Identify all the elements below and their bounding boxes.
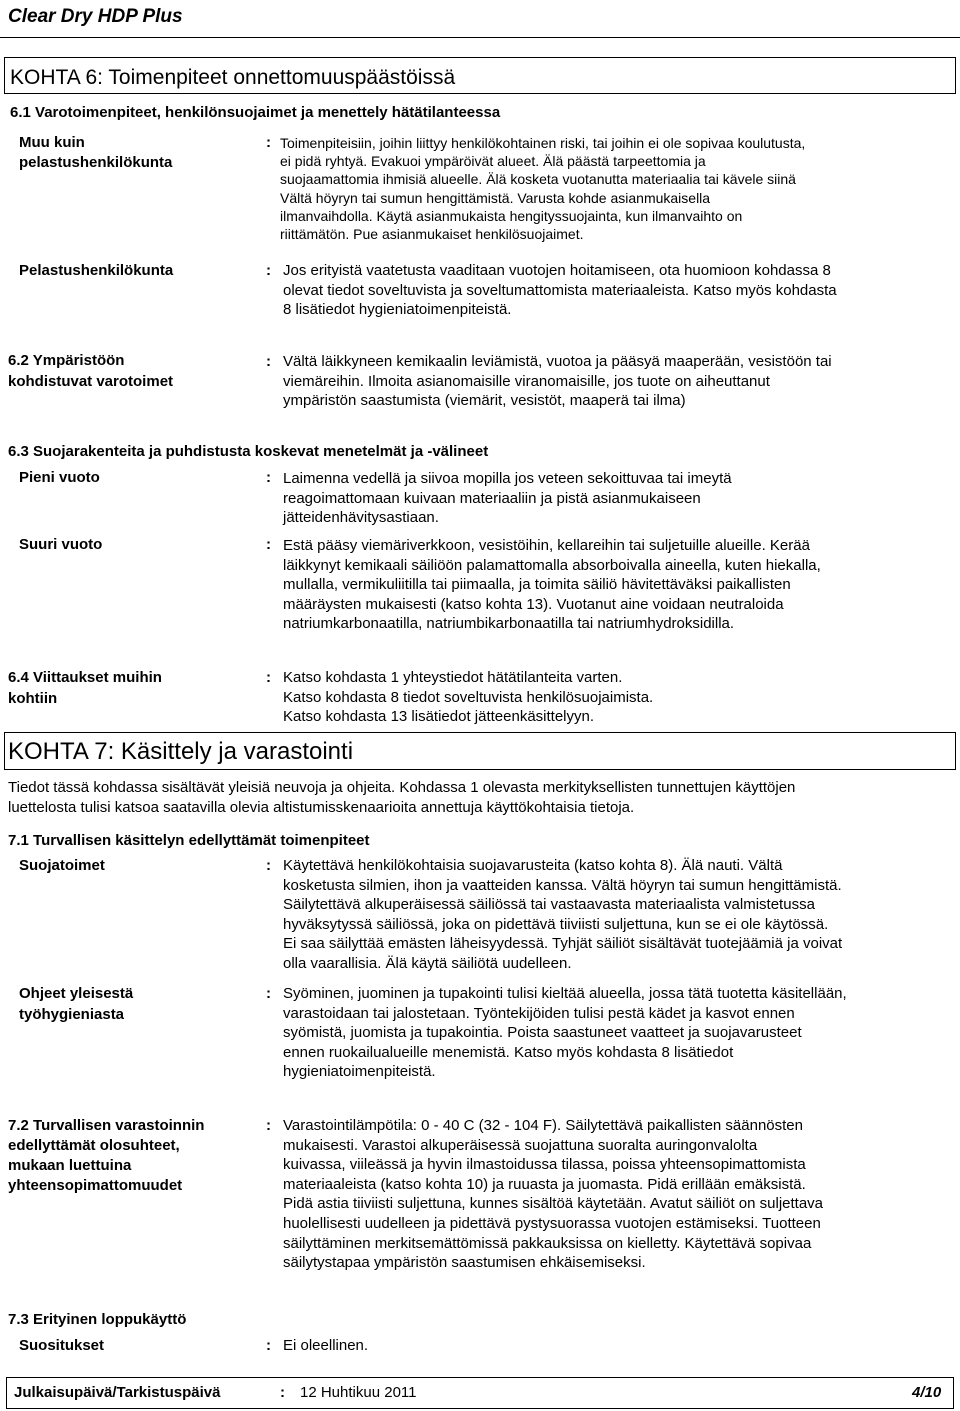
s72-line: säilyttäminen merkitsemättömissä pakkauksissa on kielletty. Käytettävä sopivaa (283, 1234, 812, 1252)
ohjeet-line: hygieniatoimenpiteistä. (283, 1063, 436, 1081)
s72-line: Varastointilämpötila: 0 - 40 C (32 - 104 F). Säilytettävä paikallisten säännösten (283, 1117, 803, 1134)
s72-line: materiaaleista (katso kohta 10) ja ruuasta ja juomasta. Pidä erillään emäksistä. (283, 1175, 806, 1193)
footer-page-number: 4/10 (912, 1384, 942, 1401)
s64-line: Katso kohdasta 8 tiedot soveltuvista henkilösuojaimista. (283, 688, 654, 706)
subsection-7-3-title: 7.3 Erityinen loppukäyttö (8, 1311, 187, 1328)
s72-line: mukaisesti. Varastoi alkuperäisessä suojattuna suoralta auringonvalolta (283, 1136, 758, 1154)
muu-line: ei pidä ryhtyä. Evakuoi ympäröivät alueet. Älä päästä tarpeettomia ja (280, 153, 706, 170)
section6-title: KOHTA 6: Toimenpiteet onnettomuuspäästöissä (10, 66, 456, 89)
suositukset-label: Suositukset (19, 1337, 105, 1354)
suuri-line: mullalla, vermikuliitilla tai piimaalla, ja toimita säiliö hävitettäväksi paikallisten (283, 576, 791, 594)
pelastus-line: olevat tiedot soveltuvista ja soveltumattomista materiaaleista. Katso myös kohdasta (283, 281, 837, 299)
s62-line: Vältä läikkyneen kemikaalin leviämistä, vuotoa ja pääsyä maaperään, vesistöön tai (283, 353, 832, 370)
pieni-line: reagoimattomaan kuivaan materiaaliin ja pistä asianmukaiseen (283, 489, 701, 507)
muu-kuin-label: Muu kuin (19, 134, 85, 151)
muu-colon: : (266, 134, 271, 151)
suoja-line: hyväksytyssä säiliössä, joka on pidettävä tiiviisti suljettuna, kun se ei ole käytössä. (283, 915, 829, 933)
s72-line: kuivassa, viileässä ja hyvin ilmastoidussa tilassa, poissa yhteensopimattomista (283, 1156, 806, 1174)
s62-text-block (283, 352, 953, 411)
suuri-text-block (283, 536, 953, 634)
s64-colon: : (266, 669, 271, 686)
ohjeet-line: syömistä, juomista ja tupakointia. Poista saastuneet vaatteet ja suojavarusteet (283, 1024, 802, 1042)
pelastus-line: Jos erityistä vaatetusta vaaditaan vuotojen hoitamiseen, ota huomioon kohdassa 8 (283, 262, 831, 279)
s72-line: huolellisesti uudelleen ja pidettävä pystysuorassa vuotojen estämiseksi. Tuotteen (283, 1214, 821, 1232)
pelastus-colon: : (266, 262, 271, 279)
pieni-line: Laimenna vedellä ja siivoa mopilla jos veteen sekoittuvaa tai imeytä (283, 470, 732, 487)
ohjeet-line: varastoidaan tai jalostetaan. Työntekijöiden tulisi pestä kädet ja kasvot ennen (283, 1004, 795, 1022)
subsection-6-2-label: 6.2 Ympäristöön (8, 352, 125, 369)
subsection-7-1-title: 7.1 Turvallisen käsittelyn edellyttämät toimenpiteet (8, 832, 370, 849)
suuri-line: määräysten mukaisesti (katso kohta 13). Vuotanut aine voidaan neutraloida (283, 595, 784, 613)
suositukset-value: Ei oleellinen. (283, 1337, 369, 1354)
pelastus-text-block (283, 261, 953, 320)
muu-text-block (280, 134, 955, 243)
s72-label-line: 7.2 Turvallisen varastoinnin (8, 1117, 205, 1134)
ohjeet-line: Syöminen, juominen ja tupakointi tulisi kieltää alueella, jossa tätä tuotetta käsitellään, (283, 985, 847, 1002)
pieni-colon: : (266, 469, 271, 486)
s62-colon: : (266, 353, 271, 370)
suoja-line: kosketusta silmien, ihon ja vaatteiden kanssa. Vältä höyryn tai sumun hengittämistä. (283, 876, 842, 894)
s72-label-line: mukaan luettuina (8, 1157, 132, 1174)
muu-line: suojaamattomia ihmisiä alueelle. Älä kosketa vuotanutta materiaalia tai kävele siinä (280, 171, 796, 188)
subsection-6-1-title: 6.1 Varotoimenpiteet, henkilönsuojaimet ja menettely hätätilanteessa (10, 104, 501, 121)
s72-label-line: yhteensopimattomuudet (8, 1177, 183, 1194)
s62-line: ympäristön saastumista (viemärit, vesistöt, maaperä tai ilma) (283, 392, 686, 410)
suoja-line: Käytettävä henkilökohtaisia suojavarusteita (katso kohta 8). Älä nauti. Vältä (283, 857, 783, 874)
muu-line: Vältä höyryn tai sumun hengittämistä. Varusta kohde asianmukaisella (280, 189, 711, 206)
suuri-colon: : (266, 536, 271, 553)
s72-colon: : (266, 1117, 271, 1134)
footer-label: Julkaisupäivä/Tarkistuspäivä (14, 1384, 221, 1401)
suuri-vuoto-label: Suuri vuoto (19, 536, 103, 553)
section7-intro (8, 778, 953, 817)
muu-line: riittämätön. Pue asianmukaiset henkilösuojaimet. (280, 226, 584, 243)
pieni-line: jätteidenhävitysastiaan. (283, 509, 439, 527)
suojatoimet-label: Suojatoimet (19, 857, 105, 874)
ohjeet-text-block (283, 984, 953, 1082)
header-rule (0, 37, 960, 38)
subsection-6-4-label-2: kohtiin (8, 690, 58, 707)
suuri-line: natriumkarbonaatilla, natriumbikarbonaatilla tai natriumhydroksidilla. (283, 615, 735, 633)
footer-date: 12 Huhtikuu 2011 (300, 1384, 417, 1401)
pieni-vuoto-label: Pieni vuoto (19, 469, 100, 486)
s72-label-line: edellyttämät olosuhteet, (8, 1137, 180, 1154)
ohjeet-line: ennen ruokailualueille menemistä. Katso myös kohdasta 8 lisätiedot (283, 1043, 734, 1061)
s72-line: säilytystapaa ympäristön saastumisen ehkäisemiseksi. (283, 1254, 646, 1272)
pieni-text-block (283, 469, 953, 528)
intro-line: Tiedot tässä kohdassa sisältävät yleisiä neuvoja ja ohjeita. Kohdassa 1 olevasta merkityksellisten tunnettujen käyttöjen (8, 779, 796, 796)
subsection-7-2-label (8, 1116, 204, 1196)
intro-line: luettelosta tulisi katsoa saatavilla olevia altistumisskenaarioita annettuja käyttökohtaisia tietoja. (8, 798, 635, 816)
suos-colon: : (266, 1337, 271, 1354)
subsection-6-2-label-2: kohdistuvat varotoimet (8, 373, 174, 390)
section7-title: KOHTA 7: Käsittely ja varastointi (8, 738, 354, 765)
muu-kuin-label-2: pelastushenkilökunta (19, 154, 173, 171)
s64-line: Katso kohdasta 1 yhteystiedot hätätilanteita varten. (283, 669, 623, 686)
pelastus-line: 8 lisätiedot hygieniatoimenpiteistä. (283, 301, 512, 319)
ohjeet-colon: : (266, 985, 271, 1002)
subsection-6-4-label: 6.4 Viittaukset muihin (8, 669, 162, 686)
suoja-colon: : (266, 857, 271, 874)
ohjeet-label-2: työhygieniasta (19, 1006, 125, 1023)
subsection-6-3-title: 6.3 Suojarakenteita ja puhdistusta koskevat menetelmät ja -välineet (8, 443, 489, 460)
ohjeet-label: Ohjeet yleisestä (19, 985, 134, 1002)
footer-colon: : (280, 1384, 285, 1401)
suoja-line: Säilytettävä alkuperäisessä säiliössä tai vastaavasta materiaalista valmistetussa (283, 896, 815, 914)
suoja-line: Ei saa säilyttää emästen läheisyydessä. Tyhjät säiliöt sisältävät tuotejäämiä ja voivat (283, 935, 843, 953)
s62-line: viemäreihin. Ilmoita asianomaisille viranomaisille, jos tuote on aiheuttanut (283, 372, 770, 390)
document-header-title: Clear Dry HDP Plus (8, 6, 183, 27)
s64-line: Katso kohdasta 13 lisätiedot jätteenkäsittelyyn. (283, 708, 595, 726)
suuri-line: läikkynyt kemikaali säiliöön palamattomalla absorboivalla aineella, kuten hiekalla, (283, 556, 821, 574)
s72-text-block (283, 1116, 953, 1273)
s64-text-block (283, 668, 953, 727)
suoja-text-block (283, 856, 953, 974)
s72-line: Pidä astia tiiviisti suljettuna, kunnes sisältöä käytetään. Avatut säiliöt on suljettava (283, 1195, 824, 1213)
pelastus-label: Pelastushenkilökunta (19, 262, 174, 279)
suoja-line: olla vaarallisia. Älä käytä säiliötä uudelleen. (283, 954, 572, 972)
muu-line: Toimenpiteisiin, joihin liittyy henkilökohtainen riski, tai joihin ei ole sopivaa koulutusta, (280, 135, 806, 151)
suuri-line: Estä pääsy viemäriverkkoon, vesistöihin, kellareihin tai suljetuille alueille. Kerää (283, 537, 810, 554)
muu-line: ilmanvaihdolla. Käytä asianmukaista hengityssuojainta, kun ilmanvaihto on (280, 207, 743, 224)
